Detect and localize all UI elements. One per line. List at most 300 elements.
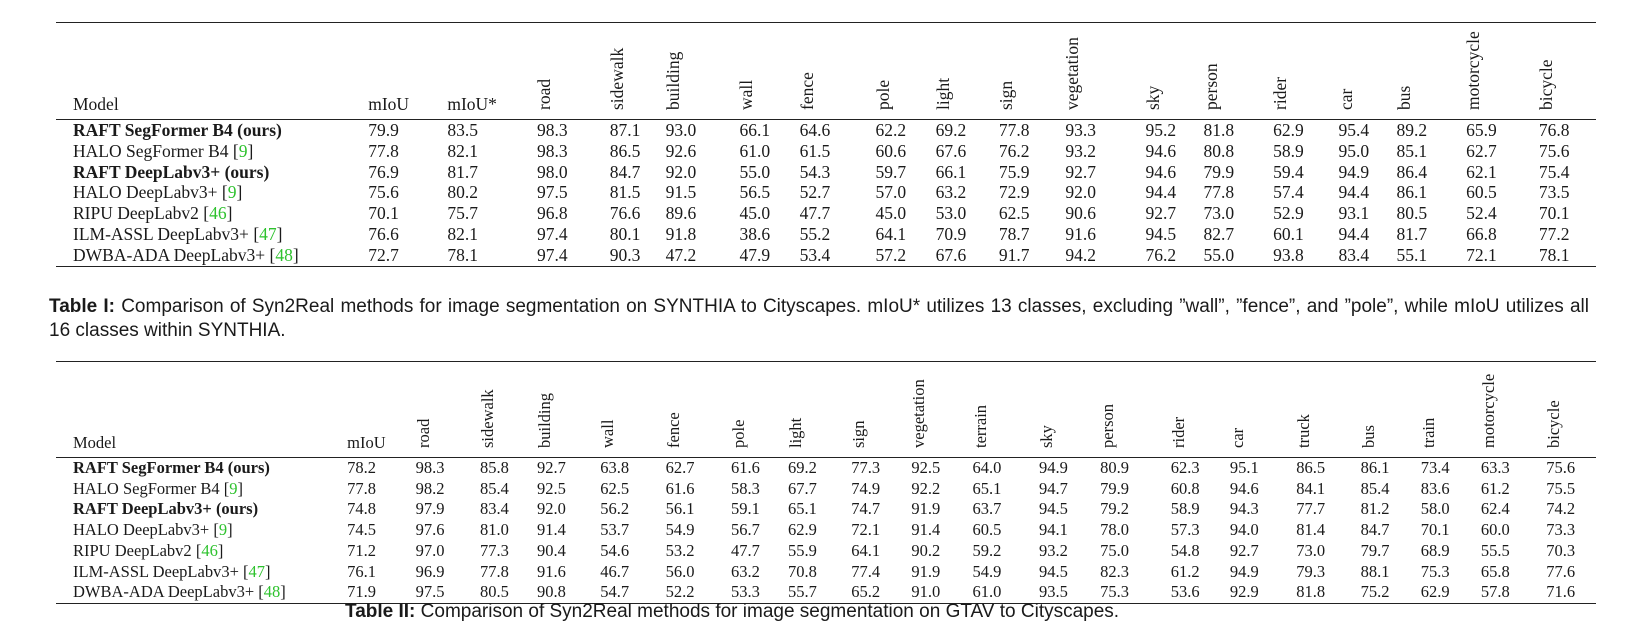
value-cell: 90.3 — [609, 244, 641, 265]
model-cell — [56, 245, 368, 266]
value-cell: 58.3 — [731, 478, 760, 498]
value-cell: 73.5 — [1538, 182, 1570, 203]
value-cell: 78.1 — [1538, 244, 1570, 265]
value-cell: 92.5 — [911, 458, 941, 477]
value-cell: 91.0 — [911, 582, 941, 602]
citation-bracket-close: ] — [237, 478, 244, 498]
table-row — [56, 203, 1596, 224]
value-cell: 71.6 — [1546, 582, 1576, 602]
model-cell — [56, 520, 347, 541]
model-cell — [56, 479, 347, 500]
value-cell: 95.4 — [1338, 120, 1370, 140]
value-cell: 89.6 — [665, 203, 697, 224]
column-header: sky — [1036, 425, 1056, 448]
value-cell: 86.1 — [1360, 458, 1390, 477]
table2-col-road — [413, 362, 480, 458]
value-cell: 75.7 — [447, 203, 478, 224]
value-cell: 96.8 — [536, 203, 568, 224]
value-cell: 86.5 — [609, 140, 641, 161]
citation-bracket-open: [ — [258, 582, 264, 602]
table-row — [56, 499, 1596, 520]
value-cell: 77.8 — [347, 478, 376, 498]
value-cell: 73.0 — [1296, 540, 1326, 560]
column-header-wrap — [606, 24, 632, 114]
table-row — [56, 458, 1596, 479]
value-cell: 97.0 — [415, 540, 445, 560]
value-cell: 63.2 — [935, 182, 967, 203]
column-header: wall — [598, 419, 618, 448]
value-cell: 65.1 — [972, 478, 1002, 498]
value-cell: 74.2 — [1546, 499, 1576, 519]
model-name: RAFT DeepLabv3+ (ours) — [73, 499, 259, 519]
citation-bracket-open: [ — [221, 182, 228, 203]
value-cell: 97.4 — [536, 223, 568, 244]
value-cell: 85.4 — [1360, 478, 1390, 498]
value-cell: 66.8 — [1466, 223, 1497, 244]
value-cell: 76.2 — [1145, 244, 1177, 265]
value-cell: 55.5 — [1480, 540, 1510, 560]
column-header: pole — [872, 79, 893, 110]
table2-col-building — [534, 362, 600, 458]
table1-col-sidewalk — [606, 23, 666, 120]
table-row — [56, 245, 1596, 266]
value-cell: 77.8 — [479, 561, 509, 581]
table1-col-miou- — [447, 23, 537, 120]
table2-col-bus — [1358, 362, 1421, 458]
column-header-wrap — [1036, 362, 1061, 452]
value-cell: 58.0 — [1420, 499, 1450, 519]
value-cell: 72.9 — [998, 182, 1030, 203]
value-cell: 95.1 — [1229, 458, 1259, 477]
value-cell: 94.3 — [1229, 499, 1259, 519]
value-cell: 65.8 — [1480, 561, 1510, 581]
column-header-wrap — [1100, 362, 1122, 452]
value-cell: 62.5 — [998, 203, 1030, 224]
column-header-wrap — [872, 24, 898, 114]
value-cell: 54.7 — [600, 582, 630, 602]
column-header: car — [1227, 427, 1247, 448]
citation-bracket-close: ] — [276, 223, 283, 244]
model-name: HALO DeepLabv3+ — [73, 520, 214, 540]
value-cell: 60.1 — [1273, 223, 1304, 244]
citation-link[interactable]: 48 — [275, 244, 293, 265]
value-cell: 74.8 — [347, 499, 376, 519]
column-header-wrap — [911, 362, 933, 452]
value-cell: 90.4 — [536, 540, 566, 560]
value-cell: 46.7 — [600, 561, 630, 581]
value-cell: 94.5 — [1145, 223, 1177, 244]
value-cell: 62.5 — [600, 478, 630, 498]
table2-col-rider — [1168, 362, 1230, 458]
column-header: sign — [849, 420, 869, 448]
value-cell: 64.0 — [972, 458, 1002, 477]
value-cell: 85.4 — [479, 478, 509, 498]
table2-caption-text: Comparison of Syn2Real methods for image segmentation on GTAV to Cityscapes. — [415, 601, 1120, 622]
citation-link[interactable]: 47 — [259, 223, 277, 244]
value-cell: 88.1 — [1360, 561, 1390, 581]
column-header-wrap — [970, 362, 995, 452]
table2-col-terrain — [970, 362, 1039, 458]
value-cell: 70.1 — [1538, 203, 1570, 224]
column-header: building — [662, 51, 683, 110]
value-cell: 62.2 — [875, 120, 907, 140]
value-cell: 53.3 — [731, 582, 760, 602]
value-cell: 95.0 — [1338, 140, 1370, 161]
column-header-wrap — [736, 24, 761, 114]
value-cell: 81.8 — [1203, 120, 1235, 140]
value-cell: 93.8 — [1273, 244, 1304, 265]
citation-bracket-close: ] — [247, 140, 254, 161]
value-cell: 94.9 — [1338, 161, 1370, 182]
value-cell: 91.4 — [536, 520, 566, 540]
value-cell: 75.4 — [1538, 161, 1570, 182]
table2-header-row — [56, 362, 1596, 458]
value-cell: 94.5 — [1038, 499, 1068, 519]
value-cell: 90.8 — [536, 582, 566, 602]
value-cell: 61.0 — [739, 140, 771, 161]
table1-col-sky — [1142, 23, 1204, 120]
value-cell: 81.7 — [447, 161, 478, 182]
table2-col-wall — [600, 362, 665, 458]
value-cell: 81.7 — [1396, 223, 1428, 244]
table-gtav-to-cityscapes — [56, 361, 1596, 604]
value-cell: 77.3 — [851, 458, 881, 477]
value-cell: 80.5 — [1396, 203, 1428, 224]
value-cell: 57.2 — [875, 244, 907, 265]
value-cell: 70.1 — [1420, 520, 1450, 540]
table1-caption — [49, 295, 1589, 343]
column-header: fence — [796, 72, 817, 110]
model-name: RAFT SegFormer B4 (ours) — [73, 458, 270, 477]
value-cell: 70.3 — [1546, 540, 1576, 560]
value-cell: 56.5 — [739, 182, 771, 203]
column-header: train — [1418, 417, 1438, 448]
value-cell: 78.1 — [447, 244, 478, 265]
citation-bracket-open: [ — [253, 223, 260, 244]
value-cell: 72.7 — [368, 244, 399, 265]
column-header-wrap — [1478, 362, 1503, 452]
value-cell: 60.0 — [1480, 520, 1510, 540]
table-row — [56, 182, 1596, 203]
citation-bracket-close: ] — [217, 540, 224, 560]
table2-col-train — [1418, 362, 1481, 458]
citation-bracket-close: ] — [292, 244, 299, 265]
column-header-wrap — [534, 362, 559, 452]
value-cell: 94.2 — [1065, 244, 1096, 265]
value-cell: 73.4 — [1420, 458, 1450, 477]
citation-link[interactable]: 48 — [263, 582, 281, 602]
citation-bracket-close: ] — [236, 182, 243, 203]
column-header: road — [533, 78, 554, 110]
citation-bracket-close: ] — [227, 520, 233, 540]
column-header: terrain — [970, 404, 990, 448]
value-cell: 86.4 — [1396, 161, 1428, 182]
citation-bracket-open: [ — [243, 561, 249, 581]
value-cell: 78.0 — [1100, 520, 1129, 540]
table2-col-sky — [1036, 362, 1100, 458]
value-cell: 92.7 — [1065, 161, 1096, 182]
column-header: sidewalk — [606, 47, 627, 110]
table2-col-motorcycle — [1478, 362, 1546, 458]
value-cell: 53.0 — [935, 203, 967, 224]
column-header-wrap — [1270, 24, 1295, 114]
value-cell: 93.1 — [1338, 203, 1370, 224]
column-header: car — [1335, 88, 1356, 110]
value-cell: 95.2 — [1145, 120, 1177, 140]
value-cell: 65.2 — [851, 582, 881, 602]
table-row — [56, 120, 1596, 141]
value-cell: 97.9 — [415, 499, 445, 519]
value-cell: 76.6 — [368, 223, 399, 244]
table2-col-miou — [347, 362, 416, 458]
value-cell: 76.9 — [368, 161, 399, 182]
column-header: wall — [736, 79, 757, 110]
value-cell: 74.7 — [851, 499, 881, 519]
value-cell: 45.0 — [875, 203, 907, 224]
table1-col-car — [1335, 23, 1397, 120]
value-cell: 54.6 — [600, 540, 630, 560]
value-cell: 67.7 — [787, 478, 817, 498]
table-row — [56, 479, 1596, 500]
model-name: RAFT SegFormer B4 (ours) — [73, 120, 282, 140]
value-cell: 79.9 — [1203, 161, 1235, 182]
table2-col-truck — [1296, 362, 1360, 458]
value-cell: 70.8 — [787, 561, 817, 581]
model-cell — [56, 224, 368, 245]
value-cell: 94.4 — [1338, 182, 1370, 203]
value-cell: 84.7 — [1360, 520, 1390, 540]
value-cell: 61.6 — [731, 458, 760, 477]
value-cell: 98.3 — [536, 140, 568, 161]
citation-bracket-open: [ — [232, 140, 239, 161]
value-cell: 38.6 — [739, 223, 771, 244]
model-cell — [56, 141, 368, 162]
value-cell: 62.9 — [1273, 120, 1304, 140]
column-header: truck — [1294, 414, 1314, 448]
table2-col-vegetation — [911, 362, 972, 458]
column-header-wrap — [731, 362, 753, 452]
column-header-wrap — [662, 24, 688, 114]
citation-link[interactable]: 9 — [229, 478, 238, 498]
citation-bracket-open: [ — [223, 478, 230, 498]
value-cell: 56.7 — [731, 520, 760, 540]
value-cell: 55.0 — [739, 161, 771, 182]
column-header-wrap — [1168, 362, 1193, 452]
value-cell: 83.4 — [479, 499, 509, 519]
value-cell: 81.0 — [479, 520, 509, 540]
value-cell: 77.2 — [1538, 223, 1570, 244]
model-cell — [56, 182, 368, 203]
value-cell: 73.0 — [1203, 203, 1235, 224]
value-cell: 73.3 — [1546, 520, 1576, 540]
model-cell — [56, 162, 368, 183]
value-cell: 94.5 — [1038, 561, 1068, 581]
value-cell: 94.1 — [1038, 520, 1068, 540]
value-cell: 75.6 — [1546, 458, 1576, 477]
column-header-wrap — [995, 24, 1021, 114]
model-cell — [56, 562, 347, 583]
value-cell: 62.7 — [665, 458, 695, 477]
value-cell: 98.2 — [415, 478, 445, 498]
model-name: ILM-ASSL DeepLabv3+ — [73, 561, 243, 581]
value-cell: 60.5 — [972, 520, 1002, 540]
model-name: HALO SegFormer B4 — [73, 478, 224, 498]
value-cell: 94.0 — [1229, 520, 1259, 540]
value-cell: 61.0 — [972, 582, 1002, 602]
table1-header-row — [56, 23, 1596, 120]
value-cell: 75.5 — [1546, 478, 1576, 498]
model-name: DWBA-ADA DeepLabv3+ — [73, 582, 259, 602]
table2-caption — [49, 600, 1589, 624]
value-cell: 59.4 — [1273, 161, 1304, 182]
value-cell: 85.8 — [479, 458, 509, 477]
value-cell: 80.8 — [1203, 140, 1235, 161]
value-cell: 94.6 — [1229, 478, 1259, 498]
column-header: pole — [729, 419, 748, 448]
citation-link[interactable]: 9 — [218, 520, 228, 540]
citation-link[interactable]: 47 — [248, 561, 265, 581]
table-row — [56, 562, 1596, 583]
value-cell: 53.6 — [1170, 582, 1200, 602]
value-cell: 86.1 — [1396, 182, 1428, 203]
citation-link[interactable]: 46 — [201, 540, 218, 560]
value-cell: 92.5 — [536, 478, 566, 498]
value-cell: 91.7 — [998, 244, 1030, 265]
table1-col-rider — [1270, 23, 1338, 120]
value-cell: 54.9 — [665, 520, 695, 540]
table2-caption-label: Table II: — [345, 601, 416, 622]
value-cell: 57.8 — [1480, 582, 1510, 602]
model-cell — [56, 499, 347, 520]
value-cell: 91.9 — [911, 561, 941, 581]
value-cell: 62.1 — [1466, 161, 1497, 182]
value-cell: 55.0 — [1203, 244, 1235, 265]
value-cell: 68.9 — [1420, 540, 1450, 560]
value-cell: 70.1 — [368, 203, 399, 224]
column-header-wrap — [413, 362, 438, 452]
citation-bracket-open: [ — [269, 244, 276, 265]
value-cell: 47.7 — [731, 540, 760, 560]
value-cell: 81.2 — [1360, 499, 1390, 519]
column-header-wrap — [1463, 24, 1488, 114]
table2-col-person — [1100, 362, 1171, 458]
value-cell: 63.2 — [731, 561, 760, 581]
value-cell: 76.6 — [609, 203, 641, 224]
table1-caption-text: Comparison of Syn2Real methods for image segmentation on SYNTHIA to Cityscapes. mIoU* utilizes 13 classes, excluding ”wall”, ”fence”, and ”pole”, while mIoU utilizes all 16 classes within SYNTHIA. — [49, 296, 1589, 341]
table1-col-bicycle — [1535, 23, 1596, 120]
value-cell: 70.9 — [935, 223, 967, 244]
column-header: sign — [995, 80, 1016, 110]
value-cell: 75.0 — [1100, 540, 1129, 560]
value-cell: 62.9 — [787, 520, 817, 540]
citation-bracket-open: [ — [203, 203, 210, 224]
citation-link[interactable]: 9 — [227, 182, 237, 203]
model-name: HALO DeepLabv3+ — [73, 182, 222, 203]
value-cell: 64.6 — [799, 120, 831, 140]
column-header: vegetation — [1062, 37, 1083, 110]
value-cell: 47.2 — [665, 244, 697, 265]
column-header-wrap — [1546, 362, 1568, 452]
value-cell: 72.1 — [851, 520, 881, 540]
table2-col-sidewalk — [477, 362, 537, 458]
column-header-wrap — [533, 24, 559, 114]
value-cell: 61.2 — [1480, 478, 1510, 498]
value-cell: 89.2 — [1396, 120, 1428, 140]
table-row — [56, 541, 1596, 562]
value-cell: 87.1 — [609, 120, 641, 140]
value-cell: 91.8 — [665, 223, 697, 244]
table1-col-motorcycle — [1463, 23, 1539, 120]
value-cell: 75.3 — [1420, 561, 1450, 581]
value-cell: 66.1 — [739, 120, 771, 140]
value-cell: 79.2 — [1100, 499, 1129, 519]
value-cell: 82.1 — [447, 223, 478, 244]
table1-caption-label: Table I: — [49, 296, 116, 317]
value-cell: 97.4 — [536, 244, 568, 265]
value-cell: 47.9 — [739, 244, 771, 265]
table1-col-road — [533, 23, 610, 120]
model-name: DWBA-ADA DeepLabv3+ — [73, 244, 270, 265]
value-cell: 71.2 — [347, 540, 376, 560]
value-cell: 77.8 — [1203, 182, 1235, 203]
value-cell: 55.9 — [787, 540, 817, 560]
value-cell: 59.2 — [972, 540, 1002, 560]
column-header-wrap — [785, 362, 810, 452]
value-cell: 79.7 — [1360, 540, 1390, 560]
citation-bracket-close: ] — [226, 203, 233, 224]
value-cell: 52.2 — [665, 582, 695, 602]
value-cell: 94.6 — [1145, 140, 1177, 161]
value-cell: 52.4 — [1466, 203, 1497, 224]
value-cell: 94.4 — [1145, 182, 1177, 203]
value-cell: 60.8 — [1170, 478, 1200, 498]
citation-link[interactable]: 46 — [209, 203, 227, 224]
value-cell: 98.3 — [536, 120, 568, 140]
column-header: road — [413, 418, 433, 448]
column-header-wrap — [1358, 362, 1383, 452]
table-row — [56, 224, 1596, 245]
table1-col-vegetation — [1062, 23, 1145, 120]
table-row — [56, 162, 1596, 183]
value-cell: 53.4 — [799, 244, 831, 265]
value-cell: 62.7 — [1466, 140, 1497, 161]
value-cell: 63.7 — [972, 499, 1002, 519]
value-cell: 57.4 — [1273, 182, 1304, 203]
value-cell: 80.1 — [609, 223, 641, 244]
table-row — [56, 520, 1596, 541]
value-cell: 75.9 — [998, 161, 1030, 182]
column-header: mIoU — [368, 94, 410, 114]
value-cell: 76.2 — [998, 140, 1030, 161]
column-header-wrap — [663, 362, 688, 452]
column-header-wrap — [1418, 362, 1443, 452]
value-cell: 69.2 — [935, 120, 967, 140]
value-cell: 83.4 — [1338, 244, 1370, 265]
value-cell: 82.3 — [1100, 561, 1129, 581]
column-header: mIoU* — [447, 94, 497, 114]
value-cell: 77.8 — [368, 140, 399, 161]
value-cell: 81.5 — [609, 182, 641, 203]
value-cell: 92.0 — [665, 161, 697, 182]
value-cell: 80.9 — [1100, 458, 1129, 477]
value-cell: 91.4 — [911, 520, 941, 540]
citation-link[interactable]: 9 — [238, 140, 248, 161]
column-header: Model — [73, 94, 119, 114]
value-cell: 77.6 — [1546, 561, 1576, 581]
value-cell: 94.9 — [1038, 458, 1068, 477]
value-cell: 55.2 — [799, 223, 831, 244]
value-cell: 78.2 — [347, 458, 376, 477]
